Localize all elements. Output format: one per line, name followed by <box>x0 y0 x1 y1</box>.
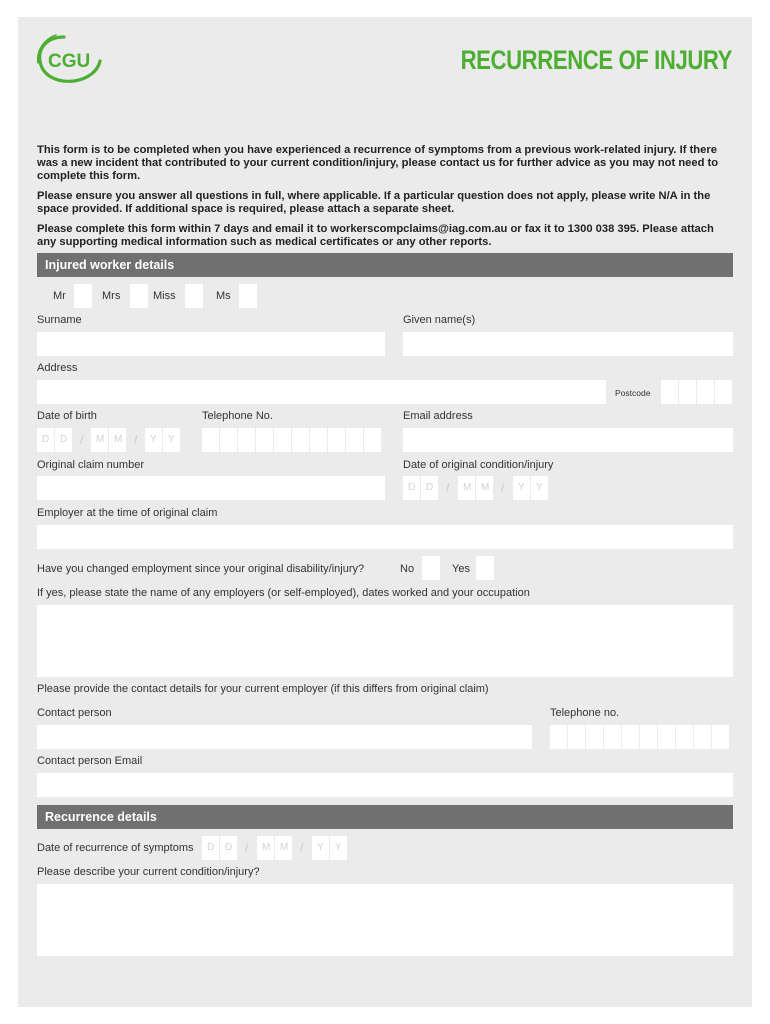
telephone-field[interactable] <box>202 428 382 452</box>
date-recurrence-day-hint: D <box>225 842 233 853</box>
date-separator: / <box>80 433 84 447</box>
original-claim-label: Original claim number <box>37 459 144 471</box>
date-separator: / <box>300 841 304 855</box>
address-field[interactable] <box>37 380 606 404</box>
date-recurrence-month-hint: M <box>280 842 289 853</box>
date-original-year-hint: Y <box>536 482 543 493</box>
email-field[interactable] <box>403 428 733 452</box>
date-recurrence-month-hint: M <box>262 842 271 853</box>
contact-person-field[interactable] <box>37 725 532 749</box>
date-original-year-hint: Y <box>518 482 525 493</box>
date-separator: / <box>446 481 450 495</box>
dob-month-hint: M <box>96 434 105 445</box>
address-label: Address <box>37 362 78 374</box>
form-page <box>18 17 752 1007</box>
employers-details-textarea[interactable] <box>37 605 733 677</box>
describe-condition-label: Please describe your current condition/injury? <box>37 866 260 878</box>
postcode-field[interactable] <box>661 380 733 404</box>
date-original-day-hint: D <box>426 482 434 493</box>
employer-original-label: Employer at the time of original claim <box>37 507 218 519</box>
title-miss-checkbox[interactable] <box>185 284 203 308</box>
date-recurrence-year-hint: Y <box>317 842 324 853</box>
svg-text:CGU: CGU <box>48 51 91 72</box>
intro-paragraph-1: This form is to be completed when you have experienced a recurrence of symptoms from a previous work-related injury. If there was a new incident that contributed to your current condition/injury, please contact us for further advice as you may not need to complete this form. <box>37 144 719 183</box>
dob-year-hint: Y <box>168 434 175 445</box>
given-names-label: Given name(s) <box>403 314 476 326</box>
contact-email-field[interactable] <box>37 773 733 797</box>
contact-telephone-label: Telephone no. <box>550 707 620 719</box>
employers-details-label: If yes, please state the name of any employers (or self-employed), dates worked and your occupation <box>37 587 530 599</box>
surname-label: Surname <box>37 314 82 326</box>
changed-employment-no-checkbox[interactable] <box>422 556 440 580</box>
contact-telephone-field[interactable] <box>550 725 730 749</box>
changed-employment-yes-checkbox[interactable] <box>476 556 494 580</box>
title-ms-label: Ms <box>216 290 231 302</box>
given-names-field[interactable] <box>403 332 733 356</box>
changed-employment-yes-label: Yes <box>452 563 470 575</box>
date-separator: / <box>134 433 138 447</box>
date-recurrence-year-hint: Y <box>335 842 342 853</box>
contact-email-label: Contact person Email <box>37 755 143 767</box>
changed-employment-no-label: No <box>400 563 415 575</box>
telephone-label: Telephone No. <box>202 410 273 422</box>
dob-day-hint: D <box>42 434 50 445</box>
describe-condition-textarea[interactable] <box>37 884 733 956</box>
cgu-logo <box>34 31 104 87</box>
intro-paragraph-3: Please complete this form within 7 days and email it to workerscompclaims@iag.com.au or fax it to 1300 038 395. Please attach any supporting medical information such as medical certificates or any other reports. <box>37 223 714 249</box>
employer-original-field[interactable] <box>37 525 733 549</box>
dob-day-hint: D <box>60 434 68 445</box>
current-employer-label: Please provide the contact details for your current employer (if this differs from original claim) <box>37 683 489 695</box>
email-label: Email address <box>403 410 473 422</box>
surname-field[interactable] <box>37 332 385 356</box>
title-mr-label: Mr <box>53 290 66 302</box>
title-mrs-label: Mrs <box>102 290 121 302</box>
original-claim-field[interactable] <box>37 476 385 500</box>
title-ms-checkbox[interactable] <box>239 284 257 308</box>
dob-month-hint: M <box>114 434 123 445</box>
section-recurrence: Recurrence details <box>37 805 733 829</box>
date-recurrence-label: Date of recurrence of symptoms <box>37 842 194 854</box>
changed-employment-label: Have you changed employment since your original disability/injury? <box>37 563 365 575</box>
postcode-label: Postcode <box>615 388 651 398</box>
date-original-month-hint: M <box>463 482 472 493</box>
date-original-label: Date of original condition/injury <box>403 459 554 471</box>
section-injured-worker: Injured worker details <box>37 253 733 277</box>
intro-paragraph-2: Please ensure you answer all questions in full, where applicable. If a particular question does not apply, please write N/A in the space provided. If additional space is required, please attach a separate sheet. <box>37 190 711 216</box>
title-miss-label: Miss <box>153 290 176 302</box>
dob-label: Date of birth <box>37 410 97 422</box>
date-recurrence-day-hint: D <box>207 842 215 853</box>
date-separator: / <box>501 481 505 495</box>
date-original-day-hint: D <box>408 482 416 493</box>
dob-year-hint: Y <box>150 434 157 445</box>
form-title: RECURRENCE OF INJURY <box>460 45 732 75</box>
title-mrs-checkbox[interactable] <box>130 284 148 308</box>
title-mr-checkbox[interactable] <box>74 284 92 308</box>
contact-person-label: Contact person <box>37 707 112 719</box>
date-original-month-hint: M <box>481 482 490 493</box>
date-separator: / <box>245 841 249 855</box>
